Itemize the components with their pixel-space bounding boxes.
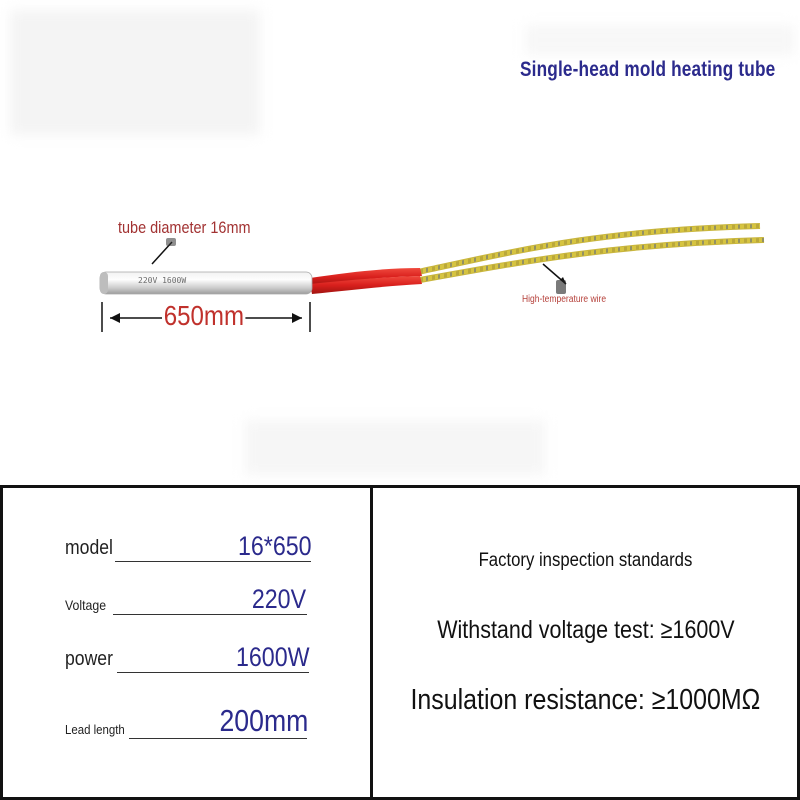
product-illustration [0, 180, 800, 360]
spec-panel [0, 485, 800, 800]
metal-tube [100, 272, 312, 294]
arrow-left-icon [110, 313, 120, 323]
insulation-resistance-text: Insulation resistance: ≥1000MΩ [410, 684, 761, 716]
spec-label: Voltage [65, 597, 107, 613]
page-title: Single-head mold heating tube [520, 58, 776, 81]
faded-background-patch [10, 10, 260, 135]
spec-label: power [65, 648, 113, 670]
spec-row-power [3, 629, 370, 679]
spec-row-voltage [3, 571, 370, 621]
standards-title-text: Factory inspection standards [478, 550, 693, 571]
spec-value: 16*650 [238, 531, 312, 561]
arrow-right-icon [292, 313, 302, 323]
withstand-voltage-line [373, 616, 798, 645]
faded-background-patch [525, 25, 795, 55]
spec-value: 1600W [236, 642, 310, 672]
spec-value: 220V [251, 584, 306, 614]
spec-row-model [3, 518, 370, 568]
withstand-voltage-text: Withstand voltage test: ≥1600V [436, 616, 735, 644]
standards-title [373, 550, 798, 572]
spec-row-lead-length [3, 695, 370, 745]
spec-label: Lead length [65, 722, 125, 737]
spec-value: 200mm [219, 703, 308, 738]
spec-label: model [65, 537, 113, 559]
insulation-resistance-line [373, 684, 798, 717]
faded-background-patch [245, 420, 545, 475]
length-label: 650mm [163, 300, 245, 331]
tube-marking: 220V 1600W [138, 276, 187, 285]
heating-tube-drawing [0, 180, 800, 360]
wire-label: High-temperature wire [522, 294, 607, 305]
wire-upper [418, 226, 760, 272]
diameter-label: tube diameter 16mm [118, 218, 251, 237]
